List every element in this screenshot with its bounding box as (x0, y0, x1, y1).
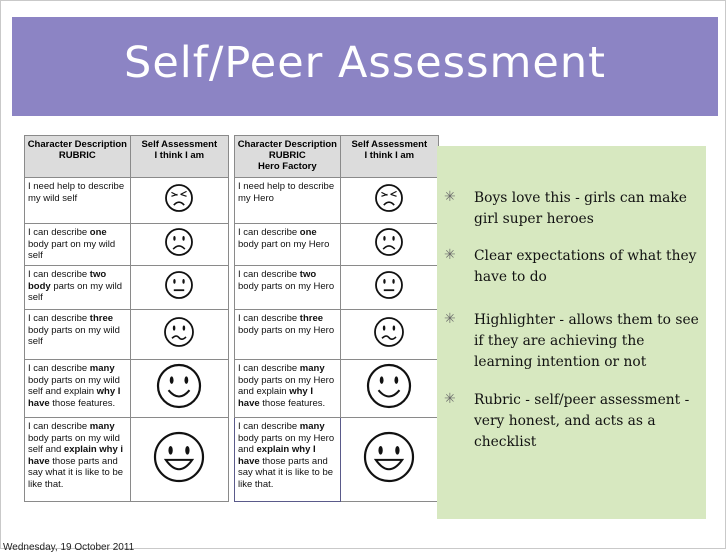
rubric-row (25, 418, 229, 502)
rubric-description-text: body parts on my wild self and (28, 432, 120, 455)
rubric-self-assessment-cell (340, 178, 438, 224)
notes-panel (437, 146, 706, 519)
rubric-description-text: body parts on my wild self and explain (28, 374, 120, 397)
rubric-table-wild-self (24, 135, 229, 502)
rubric-description-text: I need help to describe my wild self (28, 181, 125, 204)
rubric-self-assessment-cell (130, 266, 228, 310)
rubric-self-assessment-cell (340, 224, 438, 266)
smile-face-icon (156, 363, 202, 414)
asterisk-bullet-icon: ✳ (444, 311, 456, 327)
rubric-description-text: body parts on my Hero and (238, 432, 335, 455)
header-text: RUBRIC (268, 150, 306, 161)
rubric-description-cell (235, 310, 341, 360)
rubric-self-assessment-cell (340, 266, 438, 310)
rubric-description-text: explain why I have (238, 444, 316, 467)
rubric-row (235, 224, 439, 266)
rubric-row (25, 224, 229, 266)
rubric-description-text: those features. (259, 397, 326, 409)
rubric-row (235, 266, 439, 310)
title-banner (12, 17, 718, 116)
rubric-description-text: one (89, 227, 107, 238)
rubric-description-text: body parts on my Hero and explain (238, 374, 335, 397)
rubric-description-text: why I have (28, 386, 121, 409)
note-text: Clear expectations of what they have to do (474, 248, 697, 285)
crying-face-icon (164, 183, 194, 218)
rubric-description-cell (235, 418, 341, 502)
header-text: Character Description (237, 139, 337, 150)
rubric-description-text: three (299, 313, 324, 324)
header-text: Self Assessment (351, 139, 428, 150)
rubric-row (235, 310, 439, 360)
rubric-header-self-assessment (340, 136, 438, 178)
slide-date-footer: Wednesday, 19 October 2011 (3, 542, 135, 553)
rubric-description-text: many (89, 421, 115, 432)
rubric-description-text: why I have (238, 386, 313, 409)
grin-face-icon (363, 431, 415, 488)
rubric-header-row (235, 136, 439, 178)
neutral-face-icon (164, 270, 194, 305)
rubric-description-cell (25, 360, 131, 418)
rubric-row (25, 266, 229, 310)
rubric-self-assessment-cell (340, 418, 438, 502)
rubric-self-assessment-cell (130, 418, 228, 502)
rubric-description-text: body parts on my Hero (238, 324, 335, 336)
rubric-self-assessment-cell (130, 178, 228, 224)
rubric-header-description (25, 136, 131, 178)
rubric-self-assessment-cell (130, 310, 228, 360)
note-text: Highlighter - allows them to see if they are achieving the learning intention or not (474, 312, 699, 370)
rubric-description-cell (25, 310, 131, 360)
rubric-header-row (25, 136, 229, 178)
rubric-description-text: I can describe (28, 269, 90, 280)
smile-face-icon (366, 363, 412, 414)
note-text: Rubric - self/peer assessment - very honest, and acts as a checklist (474, 392, 690, 450)
rubric-description-cell (235, 360, 341, 418)
header-text: I think I am (364, 150, 415, 161)
rubric-description-text: those parts and say what it is like to be like that. (28, 455, 124, 490)
rubric-description-text: body part on my Hero (238, 238, 330, 250)
rubric-row (235, 418, 439, 502)
rubric-description-text: those features. (49, 397, 116, 409)
header-text: Character Description (27, 139, 127, 150)
rubric-row (235, 178, 439, 224)
rubric-description-text: I can describe (238, 313, 300, 324)
rubric-row (25, 310, 229, 360)
rubric-description-text: I can describe (28, 227, 90, 238)
note-text: Boys love this - girls can make girl super heroes (474, 190, 687, 227)
rubric-description-text: many (299, 421, 325, 432)
header-text: Hero Factory (258, 161, 317, 172)
rubric-description-text: body parts on my wild self (28, 324, 120, 347)
asterisk-bullet-icon: ✳ (444, 189, 456, 205)
rubric-description-text: I can describe (28, 363, 90, 374)
header-text: RUBRIC (58, 150, 96, 161)
header-text: Self Assessment (141, 139, 218, 150)
rubric-description-text: I can describe (238, 269, 300, 280)
rubric-row (25, 360, 229, 418)
sad-face-icon (164, 227, 194, 262)
rubric-description-text: two body (28, 269, 107, 292)
rubric-self-assessment-cell (130, 360, 228, 418)
asterisk-bullet-icon: ✳ (444, 247, 456, 263)
header-text: I think I am (154, 150, 205, 161)
rubric-description-text: three (89, 313, 114, 324)
rubric-description-text: I need help to describe my Hero (238, 181, 335, 204)
wavy-face-icon (163, 316, 195, 353)
rubric-description-text: I can describe (28, 313, 90, 324)
rubric-description-cell (235, 266, 341, 310)
rubric-description-text: many (299, 363, 325, 374)
rubric-description-text: explain why i have (28, 444, 124, 467)
rubric-description-text: I can describe (238, 363, 300, 374)
rubric-row (235, 360, 439, 418)
rubric-description-text: parts on my wild self (28, 280, 122, 303)
rubric-self-assessment-cell (340, 310, 438, 360)
rubric-description-text: I can describe (28, 421, 90, 432)
rubric-description-text: one (299, 227, 317, 238)
rubric-row (25, 178, 229, 224)
rubric-description-text: body parts on my Hero (238, 280, 335, 292)
crying-face-icon (374, 183, 404, 218)
neutral-face-icon (374, 270, 404, 305)
grin-face-icon (153, 431, 205, 488)
sad-face-icon (374, 227, 404, 262)
rubric-description-text: those parts and say what it is like to be like that. (238, 455, 334, 490)
rubric-description-cell (235, 224, 341, 266)
rubric-description-cell (235, 178, 341, 224)
rubric-self-assessment-cell (130, 224, 228, 266)
asterisk-bullet-icon: ✳ (444, 391, 456, 407)
rubric-description-cell (25, 178, 131, 224)
rubric-table-hero (234, 135, 439, 502)
rubric-self-assessment-cell (340, 360, 438, 418)
rubric-description-text: two (299, 269, 317, 280)
slide-title: Self/Peer Assessment (124, 37, 606, 88)
wavy-face-icon (373, 316, 405, 353)
rubric-header-description (235, 136, 341, 178)
rubric-description-cell (25, 266, 131, 310)
rubric-description-text: I can describe (238, 227, 300, 238)
rubric-description-text: I can describe (238, 421, 300, 432)
rubric-header-self-assessment (130, 136, 228, 178)
rubric-description-text: many (89, 363, 115, 374)
rubric-description-text: body part on my wild self (28, 238, 116, 261)
rubric-description-cell (25, 418, 131, 502)
rubric-description-cell (25, 224, 131, 266)
